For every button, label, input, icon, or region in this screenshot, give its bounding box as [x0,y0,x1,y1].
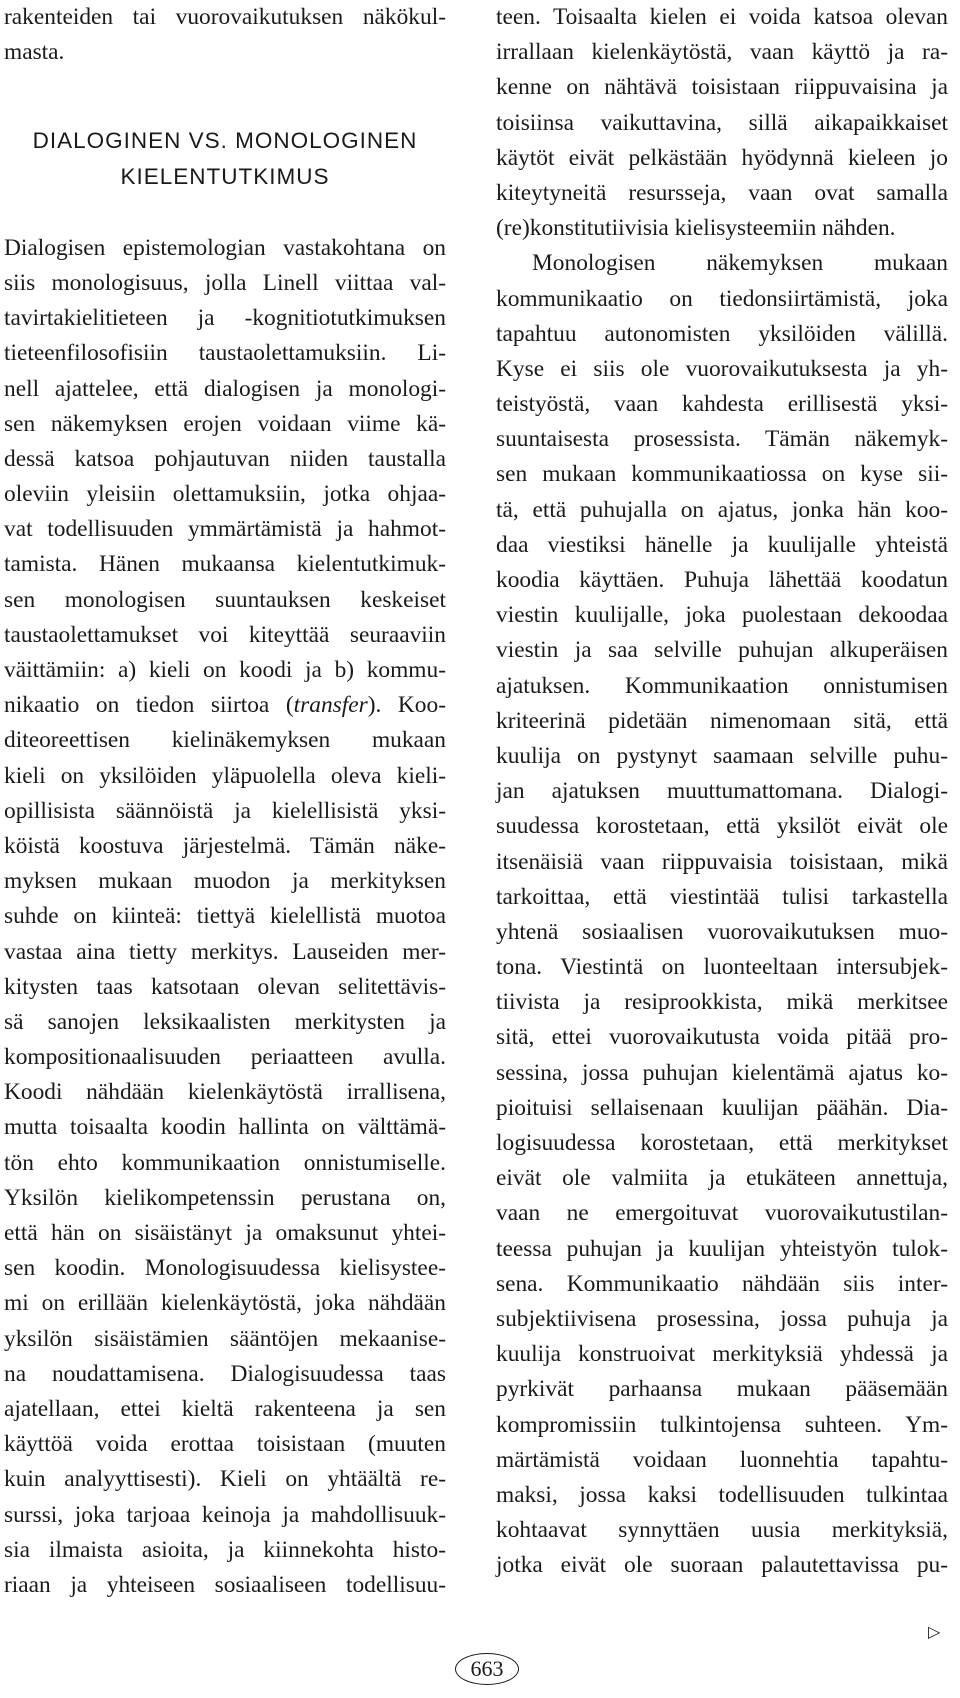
text-line: teistyöstä, vaan kahdesta erillisestä yksi- [496,391,948,418]
text-line: käytöt eivät pelkästään hyödynnä kieleen jo [496,144,948,171]
text-line: käyttöä voida erottaa toisistaan (muuten [4,1431,446,1458]
text-line: jotka eivät ole suoraan palautettavissa pu- [496,1552,948,1579]
text-line: kommunikaatio on tiedonsiirtämistä, joka [496,285,948,312]
text-line: toisiinsa vaikuttavina, sillä aikapaikkaiset [496,109,948,136]
text-line: kuulija konstruoivat merkityksiä yhdessä ja [496,1341,948,1368]
text-line: vastaa aina tietty merkitys. Lauseiden mer- [4,938,446,965]
text-line: sitä, ettei vuorovaikutusta voida pitää pro- [496,1024,948,1051]
text-line: sia ilmaista asioita, ja kiinnekohta histo- [4,1536,446,1563]
text-line: Kyse ei siis ole vuorovaikutuksesta ja yh- [496,355,948,382]
text-line: masta. [4,39,65,66]
text-line: eivät ole valmiita ja etukäteen annettuja, [496,1165,948,1192]
text-line: kompositionaalisuuden periaatteen avulla. [4,1044,446,1071]
text-line: nell ajattelee, että dialogisen ja monologi- [4,375,446,402]
text-line: kohtaavat synnyttäen uusia merkityksiä, [496,1517,948,1544]
text-line: vaan ne emergoituvat vuorovaikutustilan- [496,1200,948,1227]
text-line: että hän on sisäistänyt ja omaksunut yhtei- [4,1220,446,1246]
text-line: sena. Kommunikaatio nähdään siis inter- [496,1270,948,1297]
text-line: suhde on kiinteä: tiettyä kielellistä muotoa [4,903,446,930]
text-line: oleviin yleisiin olettamuksiin, jotka ohjaa- [4,481,446,508]
text-line: Koodi nähdään kielenkäytöstä irrallisena, [4,1079,446,1106]
text-line: surssi, joka tarjoaa keinoja ja mahdollisuuk- [4,1501,446,1528]
text-line: maksi, jossa kaksi todellisuuden tulkintaa [496,1481,948,1508]
text-line: rakenteiden tai vuorovaikutuksen näkökul- [4,4,446,30]
left-column [4,0,446,1603]
text-line: teessa puhujan ja kuulijan yhteistyön tulok- [496,1235,948,1262]
text-line: Yksilön kielikompetenssin perustana on, [4,1184,446,1211]
text-line: myksen mukaan muodon ja merkityksen [4,868,446,895]
right-column [496,0,948,1583]
text-line: mutta toisaalta koodin hallinta on välttämä- [4,1114,446,1141]
text-segment: ). Koo- [367,692,446,719]
text-line: pioituisi sellaisenaan kuulijan päähän. Dia- [496,1094,948,1121]
text-line: opillisista säännöistä ja kielellisistä yksi- [4,797,446,824]
section-heading-line-1: DIALOGINEN VS. MONOLOGINEN [32,128,418,154]
text-line: (re)konstitutiivisia kielisysteemiin nähden. [496,215,896,242]
text-line: tarkoittaa, että viestintää tulisi tarkastella [496,883,948,910]
text-line: sen koodin. Monologisuudessa kielisystee- [4,1255,446,1282]
text-line: jan ajatuksen muuttumattomana. Dialogi- [496,778,948,805]
page-number: 663 [455,1653,519,1685]
text-line: pyrkivät parhaansa mukaan pääsemään [496,1376,948,1403]
text-line: daa viestiksi hänelle ja kuulijalle yhteistä [496,531,948,558]
text-line: irrallaan kielenkäytöstä, vaan käyttö ja ra- [496,39,948,66]
text-line: riaan ja yhteiseen sosiaaliseen todellisuu- [4,1571,446,1598]
text-line: vat todellisuuden ymmärtämistä ja hahmot- [4,516,446,543]
text-line: tapahtuu autonomisten yksilöiden välillä. [496,320,948,347]
text-line: kenne on nähtävä toisistaan riippuvaisina ja [496,74,948,101]
text-line: siis monologisuus, jolla Linell viittaa val- [4,269,446,296]
text-line: väittämiin: a) kieli on koodi ja b) kommu- [4,657,446,683]
text-line: viestin ja saa selville puhujan alkuperäisen [496,637,948,664]
text-line: tona. Viestintä on luonteeltaan intersubjek- [496,954,948,981]
text-line: sen mukaan kommunikaatiossa on kyse sii- [496,461,948,488]
text-line: sä sanojen leksikaalisten merkitysten ja [4,1008,446,1035]
text-line: yhtenä sosiaalisen vuorovaikutuksen muo- [496,918,948,945]
text-line: tön ehto kommunikaation onnistumiselle. [4,1149,446,1176]
text-line: kieli on yksilöiden yläpuolella oleva kieli- [4,762,446,789]
text-line: ajatuksen. Kommunikaation onnistumisen [496,672,948,699]
text-line: taustaolettamukset voi kiteyttää seuraaviin [4,621,446,648]
text-line: tamista. Hänen mukaansa kielentutkimuk- [4,551,446,578]
text-line: na noudattamisena. Dialogisuudessa taas [4,1360,446,1387]
text-line: itsenäisiä vaan riippuvaisia toisistaan, mikä [496,848,948,875]
italic-term: transfer [293,692,368,719]
text-line: kiteytyneitä resursseja, vaan ovat samalla [496,179,948,206]
text-line: kompromissiin tulkintojensa suhteen. Ym- [496,1411,948,1438]
text-line: tieteenfilosofisiin taustaolettamuksiin. Li- [4,340,446,367]
text-line: sen monologisen suuntauksen keskeiset [4,586,446,613]
text-line: kitysten taas katsotaan olevan selitettävis- [4,973,446,1000]
text-line: kuulija on pystynyt saamaan selville puhu- [496,742,948,769]
continue-arrow-icon: ▷ [928,1622,941,1641]
text-line: sen näkemyksen erojen voidaan viime kä- [4,410,446,437]
text-line: yksilön sisäistämien sääntöjen mekaanise- [4,1325,446,1352]
text-line: kuin analyyttisesti). Kieli on yhtäältä re- [4,1466,446,1493]
section-heading-line-2: KIELENTUTKIMUS [120,163,330,189]
text-line: Monologisen näkemyksen mukaan [532,250,948,277]
text-line: dessä katsoa pohjautuvan niiden taustalla [4,445,446,472]
text-line: teen. Toisaalta kielen ei voida katsoa olevan [496,4,948,30]
text-line: koodia käyttäen. Puhuja lähettää koodatun [496,567,948,593]
text-line: logisuudessa korostetaan, että merkitykset [496,1130,948,1156]
text-line: tavirtakielitieteen ja -kognitiotutkimuksen [4,305,446,332]
text-line: sessina, jossa puhujan kielentämä ajatus ko- [496,1059,948,1086]
text-segment: nikaatio on tiedon siirtoa ( [4,692,294,719]
text-line: Dialogisen epistemologian vastakohtana on [4,234,446,261]
text-line: diteoreettisen kielinäkemyksen mukaan [4,727,446,754]
text-line: viestin kuulijalle, joka puolestaan dekoodaa [496,602,948,629]
text-line: tiivista ja resiprookkista, mikä merkitsee [496,989,948,1016]
text-line: kriteerinä pidetään nimenomaan sitä, että [496,707,948,734]
text-line-with-italic [4,688,446,723]
text-line: mi on erillään kielenkäytöstä, joka nähdään [4,1290,446,1317]
text-line: suuntaisesta prosessista. Tämän näkemyk- [496,426,948,453]
text-line: köistä koostuva järjestelmä. Tämän näke- [4,832,446,859]
text-line: ajatellaan, ettei kieltä rakenteena ja sen [4,1395,446,1422]
text-line: suudessa korostetaan, että yksilöt eivät ole [496,813,948,840]
text-line: subjektiivisena prosessina, jossa puhuja ja [496,1305,948,1332]
text-line: märtämistä voidaan luonnehtia tapahtu- [496,1446,948,1473]
text-line: tä, että puhujalla on ajatus, jonka hän koo- [496,496,948,523]
